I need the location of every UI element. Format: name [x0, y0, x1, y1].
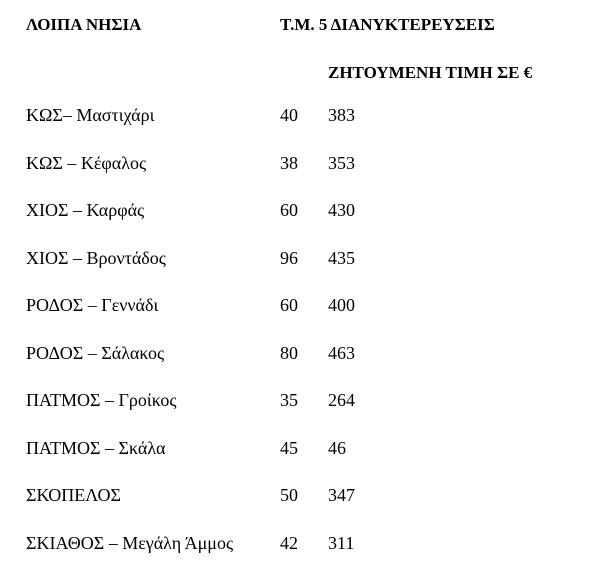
row-price: 46 [328, 437, 346, 459]
row-price: 400 [328, 294, 355, 316]
row-location: ΣΚΟΠΕΛΟΣ [26, 484, 121, 506]
row-sqm: 35 [280, 389, 298, 411]
row-price: 435 [328, 247, 355, 269]
header-islands: ΛΟΙΠΑ ΝΗΣΙΑ [26, 15, 141, 35]
row-price: 347 [328, 484, 355, 506]
row-sqm: 80 [280, 342, 298, 364]
table-row [0, 342, 607, 390]
row-sqm: 45 [280, 437, 298, 459]
table-row [0, 294, 607, 342]
table-row [0, 247, 607, 295]
row-location: ΧΙΟΣ – Καρφάς [26, 199, 144, 221]
row-location: ΚΩΣ– Μαστιχάρι [26, 104, 154, 126]
row-sqm: 60 [280, 199, 298, 221]
table-row [0, 104, 607, 152]
table-row [0, 199, 607, 247]
row-location: ΠΑΤΜΟΣ – Σκάλα [26, 437, 165, 459]
row-location: ΧΙΟΣ – Βροντάδος [26, 247, 166, 269]
row-location: ΡΟΔΟΣ – Σάλακος [26, 342, 164, 364]
table-row [0, 389, 607, 437]
header-sqm-nights: Τ.Μ. 5 ΔΙΑΝΥΚΤΕΡΕΥΣΕΙΣ [280, 15, 495, 35]
header-asking-price: ΖΗΤΟΥΜΕΝΗ ΤΙΜΗ ΣΕ € [328, 63, 532, 83]
row-sqm: 60 [280, 294, 298, 316]
row-location: ΠΑΤΜΟΣ – Γροίκος [26, 389, 177, 411]
row-price: 353 [328, 152, 355, 174]
table-row [0, 437, 607, 485]
row-location: ΚΩΣ – Κέφαλος [26, 152, 146, 174]
listing-table [0, 104, 607, 579]
row-sqm: 40 [280, 104, 298, 126]
row-price: 264 [328, 389, 355, 411]
row-location: ΡΟΔΟΣ – Γεννάδι [26, 294, 158, 316]
row-sqm: 50 [280, 484, 298, 506]
row-location: ΣΚΙΑΘΟΣ – Μεγάλη Άμμος [26, 532, 233, 554]
table-row [0, 152, 607, 200]
row-price: 383 [328, 104, 355, 126]
row-price: 463 [328, 342, 355, 364]
table-row [0, 532, 607, 579]
row-sqm: 42 [280, 532, 298, 554]
row-price: 311 [328, 532, 354, 554]
table-row [0, 484, 607, 532]
row-sqm: 96 [280, 247, 298, 269]
row-price: 430 [328, 199, 355, 221]
row-sqm: 38 [280, 152, 298, 174]
